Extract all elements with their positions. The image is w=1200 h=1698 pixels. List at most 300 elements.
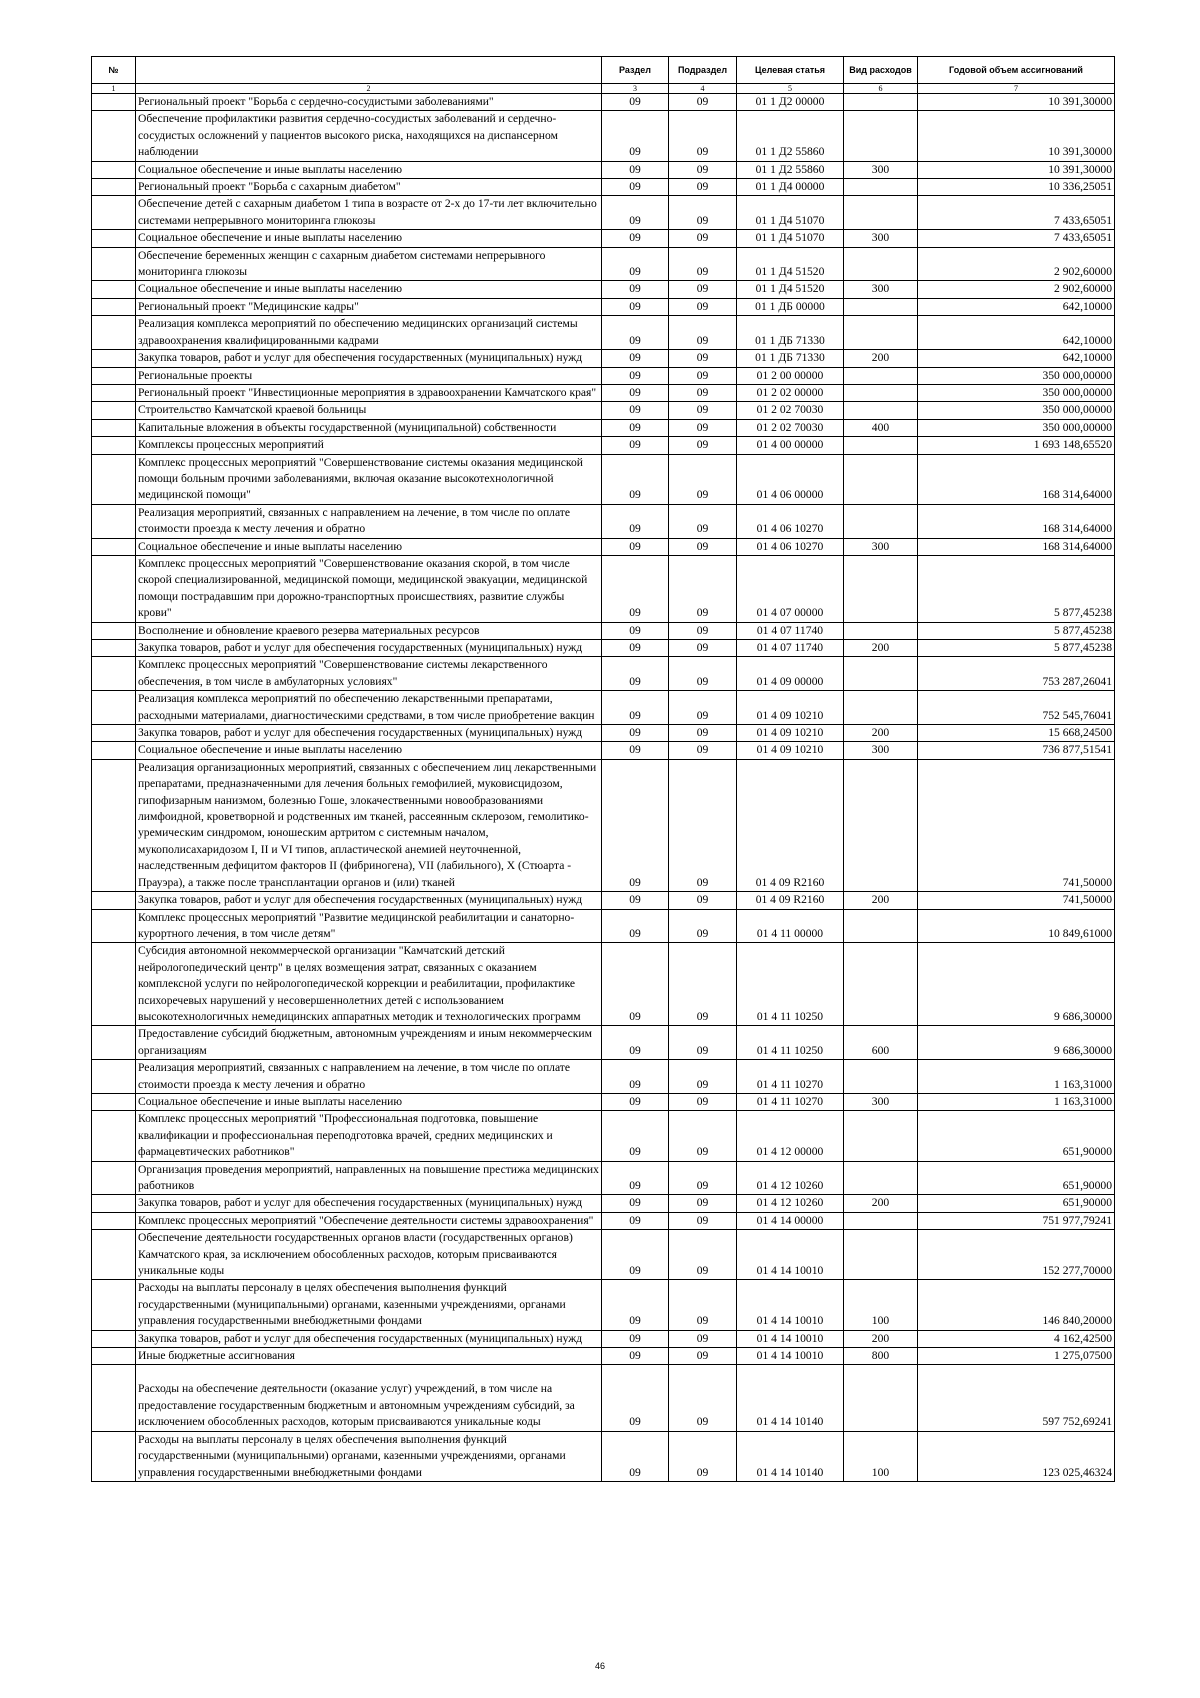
row-target-article-cell: 01 4 14 10140 (737, 1431, 844, 1481)
row-amount-cell: 4 162,42500 (918, 1330, 1115, 1347)
row-subsection-cell: 09 (669, 1280, 737, 1330)
row-name-cell: Обеспечение профилактики развития сердечно-сосудистых заболеваний и сердечно-сосудистых осложнений у пациентов высокого риска, находящихся на диспансерном наблюдении (136, 111, 602, 161)
row-number-cell (92, 1348, 136, 1365)
row-section-cell: 09 (602, 1348, 669, 1365)
table-row (92, 247, 1115, 281)
table-row (92, 94, 1115, 111)
row-subsection-cell: 09 (669, 1230, 737, 1280)
table-row (92, 437, 1115, 454)
row-number-cell (92, 1431, 136, 1481)
row-subsection-cell: 09 (669, 179, 737, 196)
column-number: 5 (737, 84, 844, 94)
row-section-cell: 09 (602, 1365, 669, 1431)
row-subsection-cell: 09 (669, 1431, 737, 1481)
row-name-cell: Реализация мероприятий, связанных с направлением на лечение, в том числе по оплате стоимости проезда к месту лечения и обратно (136, 504, 602, 538)
row-number-cell (92, 161, 136, 178)
row-number-cell (92, 247, 136, 281)
row-target-article-cell: 01 1 Д4 51520 (737, 247, 844, 281)
row-expense-type-cell: 400 (844, 419, 918, 436)
row-section-cell: 09 (602, 179, 669, 196)
row-target-article-cell: 01 4 14 10010 (737, 1330, 844, 1347)
row-amount-cell: 168 314,64000 (918, 454, 1115, 504)
row-target-article-cell: 01 4 09 R2160 (737, 892, 844, 909)
row-name-cell: Комплексы процессных мероприятий (136, 437, 602, 454)
row-expense-type-cell (844, 367, 918, 384)
row-section-cell: 09 (602, 454, 669, 504)
row-subsection-cell: 09 (669, 298, 737, 315)
row-section-cell: 09 (602, 94, 669, 111)
row-subsection-cell: 09 (669, 402, 737, 419)
row-target-article-cell: 01 4 11 00000 (737, 909, 844, 943)
row-amount-cell: 350 000,00000 (918, 402, 1115, 419)
row-section-cell: 09 (602, 742, 669, 759)
row-target-article-cell: 01 1 ДБ 71330 (737, 350, 844, 367)
row-expense-type-cell (844, 1060, 918, 1094)
header-annual-amount: Годовой объем ассигнований (918, 57, 1115, 84)
row-section-cell: 09 (602, 538, 669, 555)
row-expense-type-cell (844, 454, 918, 504)
row-expense-type-cell (844, 943, 918, 1026)
row-subsection-cell: 09 (669, 909, 737, 943)
row-number-cell (92, 1330, 136, 1347)
row-name-cell: Реализация организационных мероприятий, связанных с обеспечением лиц лекарственными препаратами, предназначенными для лечения больных гемофилией, муковисцидозом, гипофизарным нанизмом, болезнью Гоше, злокачественными новообразованиями лимфоидной, кроветворной и родственных им тканей, рассеянным склерозом, гемолитико-уремическим синдромом, юношеским артритом с системным началом, мукополисахаридозом I, II и VI типов, апластической анемией неуточненной, наследственным дефицитом факторов II (фибриногена), VII (лабильного), X (Стюарта - Прауэра), а также после трансплантации органов и (или) тканей (136, 759, 602, 891)
row-expense-type-cell (844, 504, 918, 538)
row-section-cell: 09 (602, 111, 669, 161)
row-amount-cell: 642,10000 (918, 350, 1115, 367)
row-target-article-cell: 01 4 11 10270 (737, 1060, 844, 1094)
row-expense-type-cell (844, 1230, 918, 1280)
row-name-cell: Реализация мероприятий, связанных с направлением на лечение, в том числе по оплате стоимости проезда к месту лечения и обратно (136, 1060, 602, 1094)
table-row (92, 759, 1115, 891)
row-number-cell (92, 316, 136, 350)
row-target-article-cell: 01 1 Д2 55860 (737, 161, 844, 178)
row-amount-cell: 10 336,25051 (918, 179, 1115, 196)
row-subsection-cell: 09 (669, 1348, 737, 1365)
row-target-article-cell: 01 2 02 70030 (737, 419, 844, 436)
row-section-cell: 09 (602, 1212, 669, 1229)
row-amount-cell: 651,90000 (918, 1111, 1115, 1161)
row-target-article-cell: 01 1 Д4 00000 (737, 179, 844, 196)
row-section-cell: 09 (602, 892, 669, 909)
row-name-cell: Строительство Камчатской краевой больницы (136, 402, 602, 419)
row-target-article-cell: 01 4 14 00000 (737, 1212, 844, 1229)
table-row (92, 1093, 1115, 1110)
column-number: 6 (844, 84, 918, 94)
row-expense-type-cell (844, 909, 918, 943)
row-number-cell (92, 1093, 136, 1110)
row-section-cell: 09 (602, 1431, 669, 1481)
row-target-article-cell: 01 4 09 10210 (737, 742, 844, 759)
row-subsection-cell: 09 (669, 367, 737, 384)
row-section-cell: 09 (602, 316, 669, 350)
row-name-cell: Социальное обеспечение и иные выплаты населению (136, 161, 602, 178)
table-row (92, 298, 1115, 315)
row-expense-type-cell: 300 (844, 161, 918, 178)
row-name-cell: Восполнение и обновление краевого резерва материальных ресурсов (136, 622, 602, 639)
table-body (92, 84, 1115, 1482)
row-expense-type-cell (844, 437, 918, 454)
row-subsection-cell: 09 (669, 555, 737, 622)
row-subsection-cell: 09 (669, 1365, 737, 1431)
row-name-cell: Обеспечение детей с сахарным диабетом 1 типа в возрасте от 2-х до 17-ти лет включительно системами непрерывного мониторинга глюкозы (136, 196, 602, 230)
row-name-cell: Капитальные вложения в объекты государственной (муниципальной) собственности (136, 419, 602, 436)
row-target-article-cell: 01 4 14 10010 (737, 1230, 844, 1280)
row-subsection-cell: 09 (669, 691, 737, 725)
row-amount-cell: 642,10000 (918, 316, 1115, 350)
row-expense-type-cell (844, 179, 918, 196)
row-number-cell (92, 725, 136, 742)
row-subsection-cell: 09 (669, 1093, 737, 1110)
row-subsection-cell: 09 (669, 1111, 737, 1161)
row-amount-cell: 123 025,46324 (918, 1431, 1115, 1481)
row-amount-cell: 10 391,30000 (918, 94, 1115, 111)
row-amount-cell: 5 877,45238 (918, 640, 1115, 657)
row-section-cell: 09 (602, 504, 669, 538)
row-expense-type-cell (844, 1111, 918, 1161)
row-amount-cell: 651,90000 (918, 1161, 1115, 1195)
row-subsection-cell: 09 (669, 161, 737, 178)
row-subsection-cell: 09 (669, 111, 737, 161)
table-row (92, 538, 1115, 555)
table-row (92, 1195, 1115, 1212)
column-number: 3 (602, 84, 669, 94)
row-expense-type-cell: 600 (844, 1026, 918, 1060)
row-amount-cell: 741,50000 (918, 759, 1115, 891)
row-subsection-cell: 09 (669, 759, 737, 891)
row-name-cell: Закупка товаров, работ и услуг для обеспечения государственных (муниципальных) нужд (136, 640, 602, 657)
row-subsection-cell: 09 (669, 622, 737, 639)
row-expense-type-cell: 200 (844, 1330, 918, 1347)
column-number: 7 (918, 84, 1115, 94)
row-target-article-cell: 01 4 09 00000 (737, 657, 844, 691)
row-target-article-cell: 01 4 12 10260 (737, 1161, 844, 1195)
table-row (92, 1330, 1115, 1347)
row-section-cell: 09 (602, 555, 669, 622)
row-name-cell: Предоставление субсидий бюджетным, автономным учреждениям и иным некоммерческим организациям (136, 1026, 602, 1060)
row-subsection-cell: 09 (669, 657, 737, 691)
row-expense-type-cell (844, 111, 918, 161)
header-number: № (92, 57, 136, 84)
row-expense-type-cell: 800 (844, 1348, 918, 1365)
table-row (92, 230, 1115, 247)
row-amount-cell: 10 391,30000 (918, 161, 1115, 178)
row-section-cell: 09 (602, 1195, 669, 1212)
row-name-cell: Комплекс процессных мероприятий "Совершенствование оказания скорой, в том числе скорой специализированной, медицинской помощи, медицинской эвакуации, медицинской помощи пострадавшим при дорожно-транспортных происшествиях, развитие службы крови" (136, 555, 602, 622)
row-number-cell (92, 1365, 136, 1431)
row-subsection-cell: 09 (669, 1026, 737, 1060)
row-name-cell: Закупка товаров, работ и услуг для обеспечения государственных (муниципальных) нужд (136, 725, 602, 742)
row-name-cell: Реализация комплекса мероприятий по обеспечению лекарственными препаратами, расходными материалами, диагностическими средствами, в том числе приобретение вакцин (136, 691, 602, 725)
row-expense-type-cell (844, 1161, 918, 1195)
row-number-cell (92, 943, 136, 1026)
row-target-article-cell: 01 4 09 10210 (737, 725, 844, 742)
row-subsection-cell: 09 (669, 247, 737, 281)
table-row (92, 316, 1115, 350)
table-row (92, 419, 1115, 436)
row-section-cell: 09 (602, 1111, 669, 1161)
row-name-cell: Региональный проект "Инвестиционные мероприятия в здравоохранении Камчатского края" (136, 384, 602, 401)
row-amount-cell: 752 545,76041 (918, 691, 1115, 725)
table-row (92, 742, 1115, 759)
row-amount-cell: 7 433,65051 (918, 196, 1115, 230)
row-section-cell: 09 (602, 725, 669, 742)
row-section-cell: 09 (602, 640, 669, 657)
row-number-cell (92, 350, 136, 367)
row-amount-cell: 741,50000 (918, 892, 1115, 909)
row-number-cell (92, 691, 136, 725)
row-section-cell: 09 (602, 161, 669, 178)
row-name-cell: Организация проведения мероприятий, направленных на повышение престижа медицинских работников (136, 1161, 602, 1195)
row-expense-type-cell: 200 (844, 892, 918, 909)
row-target-article-cell: 01 2 00 00000 (737, 367, 844, 384)
row-number-cell (92, 657, 136, 691)
row-subsection-cell: 09 (669, 350, 737, 367)
row-section-cell: 09 (602, 943, 669, 1026)
row-target-article-cell: 01 4 06 10270 (737, 504, 844, 538)
row-number-cell (92, 94, 136, 111)
row-number-cell (92, 622, 136, 639)
row-name-cell: Социальное обеспечение и иные выплаты населению (136, 1093, 602, 1110)
row-expense-type-cell (844, 1365, 918, 1431)
column-number: 4 (669, 84, 737, 94)
row-number-cell (92, 640, 136, 657)
row-expense-type-cell (844, 316, 918, 350)
row-name-cell: Региональный проект "Борьба с сердечно-сосудистыми заболеваниями" (136, 94, 602, 111)
row-subsection-cell: 09 (669, 504, 737, 538)
row-section-cell: 09 (602, 298, 669, 315)
row-number-cell (92, 437, 136, 454)
row-name-cell: Региональный проект "Медицинские кадры" (136, 298, 602, 315)
row-name-cell: Закупка товаров, работ и услуг для обеспечения государственных (муниципальных) нужд (136, 350, 602, 367)
row-expense-type-cell (844, 1212, 918, 1229)
budget-table (91, 56, 1115, 1482)
row-expense-type-cell (844, 759, 918, 891)
row-amount-cell: 1 693 148,65520 (918, 437, 1115, 454)
row-name-cell: Расходы на обеспечение деятельности (оказание услуг) учреждений, в том числе на предоставление государственным бюджетным и автономным учреждениям субсидий, за исключением обособленных расходов, которым присваиваются уникальные коды (136, 1365, 602, 1431)
row-section-cell: 09 (602, 657, 669, 691)
row-subsection-cell: 09 (669, 943, 737, 1026)
row-section-cell: 09 (602, 367, 669, 384)
row-amount-cell: 597 752,69241 (918, 1365, 1115, 1431)
row-target-article-cell: 01 1 Д4 51070 (737, 230, 844, 247)
table-row (92, 1431, 1115, 1481)
row-target-article-cell: 01 1 ДБ 00000 (737, 298, 844, 315)
table-row (92, 161, 1115, 178)
row-name-cell: Расходы на выплаты персоналу в целях обеспечения выполнения функций государственными (муниципальными) органами, казенными учреждениями, органами управления государственными внебюджетными фондами (136, 1431, 602, 1481)
table-row (92, 943, 1115, 1026)
row-section-cell: 09 (602, 759, 669, 891)
row-target-article-cell: 01 4 09 10210 (737, 691, 844, 725)
table-row (92, 179, 1115, 196)
row-expense-type-cell (844, 622, 918, 639)
header-subsection: Подраздел (669, 57, 737, 84)
row-expense-type-cell: 300 (844, 538, 918, 555)
row-section-cell: 09 (602, 350, 669, 367)
row-name-cell: Субсидия автономной некоммерческой организации "Камчатский детский нейрологопедический центр" в целях возмещения затрат, связанных с оказанием комплексной услуги по нейрологопедической коррекции и реабилитации, профилактике психоречевых нарушений у несовершеннолетних детей с использованием высокотехнологичных немедицинских аппаратных методик и технологических программ (136, 943, 602, 1026)
row-target-article-cell: 01 1 Д4 51520 (737, 281, 844, 298)
row-subsection-cell: 09 (669, 419, 737, 436)
row-target-article-cell: 01 4 14 10140 (737, 1365, 844, 1431)
row-number-cell (92, 384, 136, 401)
row-name-cell: Расходы на выплаты персоналу в целях обеспечения выполнения функций государственными (муниципальными) органами, казенными учреждениями, органами управления государственными внебюджетными фондами (136, 1280, 602, 1330)
row-section-cell: 09 (602, 1330, 669, 1347)
row-subsection-cell: 09 (669, 1330, 737, 1347)
row-number-cell (92, 538, 136, 555)
row-amount-cell: 642,10000 (918, 298, 1115, 315)
row-subsection-cell: 09 (669, 230, 737, 247)
table-row (92, 1212, 1115, 1229)
row-amount-cell: 1 163,31000 (918, 1093, 1115, 1110)
table-row (92, 281, 1115, 298)
row-name-cell: Обеспечение беременных женщин с сахарным диабетом системами непрерывного мониторинга глюкозы (136, 247, 602, 281)
row-subsection-cell: 09 (669, 1161, 737, 1195)
row-name-cell: Закупка товаров, работ и услуг для обеспечения государственных (муниципальных) нужд (136, 1330, 602, 1347)
row-amount-cell: 168 314,64000 (918, 538, 1115, 555)
row-number-cell (92, 1161, 136, 1195)
row-amount-cell: 2 902,60000 (918, 247, 1115, 281)
header-expense-type: Вид расходов (844, 57, 918, 84)
row-number-cell (92, 504, 136, 538)
row-section-cell: 09 (602, 1280, 669, 1330)
row-expense-type-cell (844, 402, 918, 419)
row-subsection-cell: 09 (669, 384, 737, 401)
row-amount-cell: 5 877,45238 (918, 622, 1115, 639)
row-subsection-cell: 09 (669, 1195, 737, 1212)
row-number-cell (92, 419, 136, 436)
row-amount-cell: 350 000,00000 (918, 384, 1115, 401)
row-expense-type-cell (844, 555, 918, 622)
row-amount-cell: 168 314,64000 (918, 504, 1115, 538)
row-amount-cell: 15 668,24500 (918, 725, 1115, 742)
row-number-cell (92, 1026, 136, 1060)
row-name-cell: Социальное обеспечение и иные выплаты населению (136, 538, 602, 555)
row-number-cell (92, 742, 136, 759)
row-expense-type-cell (844, 691, 918, 725)
row-amount-cell: 350 000,00000 (918, 367, 1115, 384)
row-expense-type-cell (844, 657, 918, 691)
table-row (92, 1365, 1115, 1431)
row-subsection-cell: 09 (669, 1060, 737, 1094)
row-section-cell: 09 (602, 691, 669, 725)
row-target-article-cell: 01 4 12 00000 (737, 1111, 844, 1161)
row-section-cell: 09 (602, 1161, 669, 1195)
column-numbers-row (92, 84, 1115, 94)
row-name-cell: Комплекс процессных мероприятий "Обеспечение деятельности системы здравоохранения" (136, 1212, 602, 1229)
table-row (92, 350, 1115, 367)
row-section-cell: 09 (602, 230, 669, 247)
row-subsection-cell: 09 (669, 316, 737, 350)
row-section-cell: 09 (602, 384, 669, 401)
row-target-article-cell: 01 4 07 11740 (737, 640, 844, 657)
row-expense-type-cell: 200 (844, 725, 918, 742)
row-name-cell: Комплекс процессных мероприятий "Развитие медицинской реабилитации и санаторно-курортного лечения, в том числе детям" (136, 909, 602, 943)
row-section-cell: 09 (602, 419, 669, 436)
row-amount-cell: 736 877,51541 (918, 742, 1115, 759)
row-target-article-cell: 01 4 14 10010 (737, 1348, 844, 1365)
row-subsection-cell: 09 (669, 94, 737, 111)
row-number-cell (92, 281, 136, 298)
row-expense-type-cell (844, 384, 918, 401)
row-amount-cell: 10 849,61000 (918, 909, 1115, 943)
row-subsection-cell: 09 (669, 454, 737, 504)
row-number-cell (92, 892, 136, 909)
row-subsection-cell: 09 (669, 281, 737, 298)
row-number-cell (92, 1111, 136, 1161)
table-row (92, 367, 1115, 384)
row-name-cell: Социальное обеспечение и иные выплаты населению (136, 281, 602, 298)
row-section-cell: 09 (602, 1230, 669, 1280)
row-expense-type-cell (844, 196, 918, 230)
row-target-article-cell: 01 1 Д2 00000 (737, 94, 844, 111)
row-target-article-cell: 01 2 02 70030 (737, 402, 844, 419)
row-number-cell (92, 1195, 136, 1212)
header-target-article: Целевая статья (737, 57, 844, 84)
row-number-cell (92, 454, 136, 504)
row-amount-cell: 7 433,65051 (918, 230, 1115, 247)
table-row (92, 1230, 1115, 1280)
row-target-article-cell: 01 4 07 00000 (737, 555, 844, 622)
table-row (92, 691, 1115, 725)
row-number-cell (92, 1212, 136, 1229)
row-expense-type-cell (844, 298, 918, 315)
row-amount-cell: 350 000,00000 (918, 419, 1115, 436)
row-number-cell (92, 909, 136, 943)
table-row (92, 622, 1115, 639)
row-expense-type-cell: 100 (844, 1431, 918, 1481)
row-expense-type-cell: 200 (844, 1195, 918, 1212)
row-section-cell: 09 (602, 196, 669, 230)
row-number-cell (92, 230, 136, 247)
row-name-cell: Закупка товаров, работ и услуг для обеспечения государственных (муниципальных) нужд (136, 1195, 602, 1212)
table-row (92, 196, 1115, 230)
row-expense-type-cell: 300 (844, 742, 918, 759)
row-subsection-cell: 09 (669, 892, 737, 909)
row-number-cell (92, 1060, 136, 1094)
table-row (92, 1161, 1115, 1195)
row-target-article-cell: 01 4 12 10260 (737, 1195, 844, 1212)
row-target-article-cell: 01 4 00 00000 (737, 437, 844, 454)
row-name-cell: Социальное обеспечение и иные выплаты населению (136, 230, 602, 247)
row-target-article-cell: 01 1 Д2 55860 (737, 111, 844, 161)
row-number-cell (92, 402, 136, 419)
table-row (92, 504, 1115, 538)
row-section-cell: 09 (602, 247, 669, 281)
row-section-cell: 09 (602, 1060, 669, 1094)
column-number: 1 (92, 84, 136, 94)
row-expense-type-cell: 100 (844, 1280, 918, 1330)
row-target-article-cell: 01 4 11 10270 (737, 1093, 844, 1110)
row-subsection-cell: 09 (669, 538, 737, 555)
row-number-cell (92, 1280, 136, 1330)
row-number-cell (92, 298, 136, 315)
row-expense-type-cell (844, 247, 918, 281)
table-row (92, 384, 1115, 401)
header-name (136, 57, 602, 84)
table-row (92, 640, 1115, 657)
table-header-row (92, 57, 1115, 84)
page-number: 46 (594, 1661, 605, 1671)
row-expense-type-cell: 300 (844, 1093, 918, 1110)
row-subsection-cell: 09 (669, 437, 737, 454)
table-row (92, 454, 1115, 504)
row-name-cell: Комплекс процессных мероприятий "Профессиональная подготовка, повышение квалификации и профессиональная переподготовка врачей, средних медицинских и фармацевтических работников" (136, 1111, 602, 1161)
row-subsection-cell: 09 (669, 196, 737, 230)
row-target-article-cell: 01 4 06 10270 (737, 538, 844, 555)
row-amount-cell: 1 275,07500 (918, 1348, 1115, 1365)
row-amount-cell: 1 163,31000 (918, 1060, 1115, 1094)
column-number: 2 (136, 84, 602, 94)
row-number-cell (92, 555, 136, 622)
